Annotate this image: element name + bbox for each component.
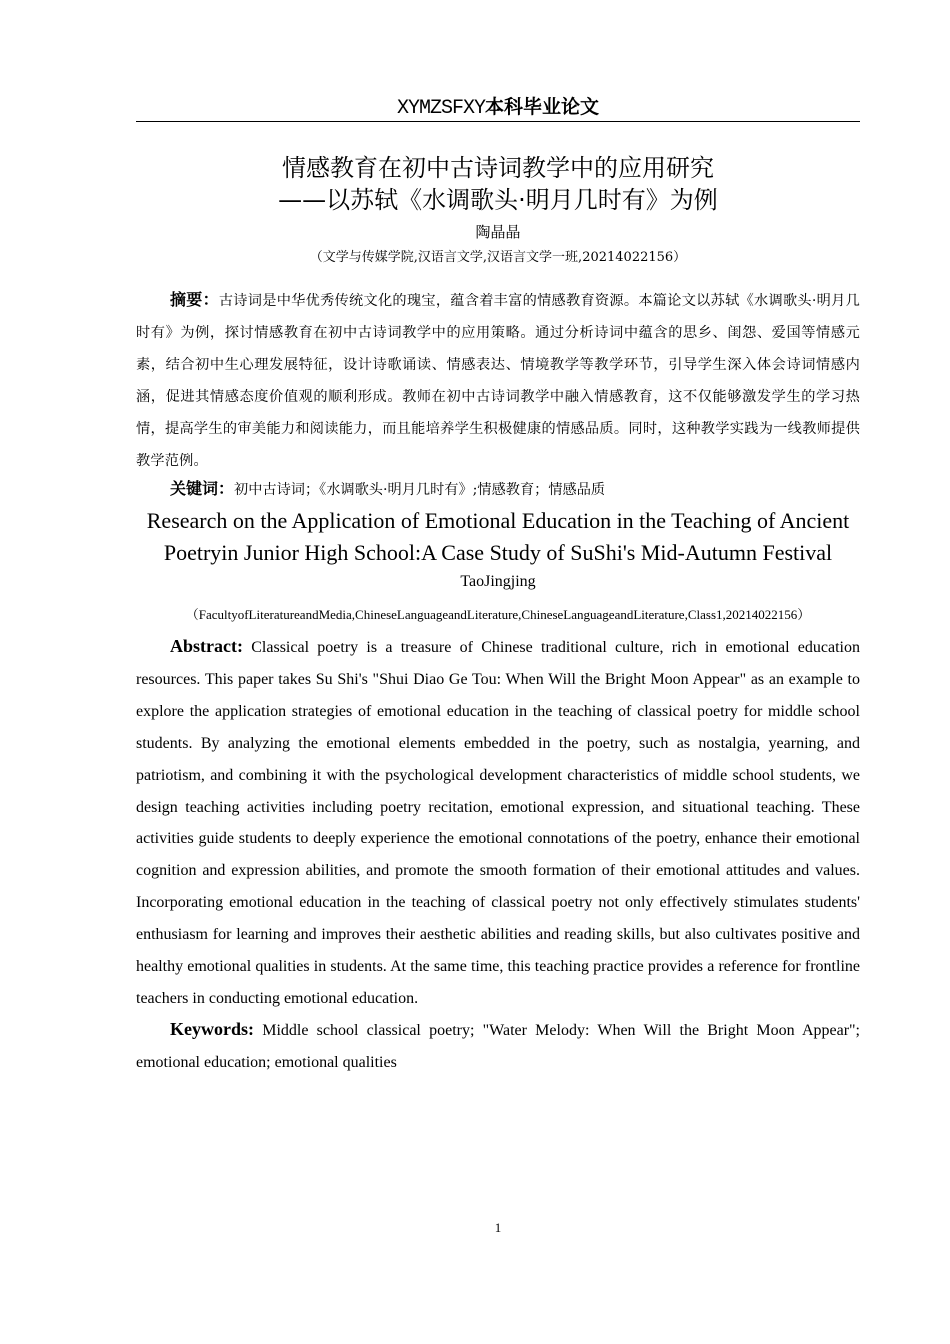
affiliation-en: （FacultyofLiteratureandMedia,ChineseLanguageandLiterature,ChineseLanguageandLiterature,Class1,20214022156） bbox=[185, 607, 811, 622]
title-cn-line2: ——以苏轼《水调歌头·明月几时有》为例 bbox=[278, 186, 718, 214]
header-code: XYMZSFXY bbox=[396, 97, 485, 120]
keywords-cn bbox=[136, 475, 860, 504]
keywords-en-label: Keywords: bbox=[170, 1019, 254, 1039]
abstract-cn-text: 古诗词是中华优秀传统文化的瑰宝，蕴含着丰富的情感教育资源。本篇论文以苏轼《水调歌头·明月几时有》为例，探讨情感教育在初中古诗词教学中的应用策略。通过分析诗词中蕴含的思乡、闺怨、爱国等情感元素，结合初中生心理发展特征，设计诗歌诵读、情感表达、情境教学等教学环节，引导学生深入体会诗词情感内涵，促进其情感态度价值观的顺利形成。教师在初中古诗词教学中融入情感教育，这不仅能够激发学生的学习热情，提高学生的审美能力和阅读能力，而且能培养学生积极健康的情感品质。同时，这种教学实践为一线教师提供教学范例。 bbox=[136, 293, 861, 469]
header-rule bbox=[136, 121, 860, 122]
abstract-cn-label: 摘要 bbox=[170, 290, 203, 309]
page-number: 1 bbox=[494, 1220, 502, 1235]
running-header bbox=[136, 92, 860, 123]
keywords-cn-label: 关键词 bbox=[170, 479, 219, 498]
abstract-en-label: Abstract: bbox=[170, 636, 243, 656]
abstract-en-text: Classical poetry is a treasure of Chinese traditional culture, rich in emotional education resources. This paper takes Su Shi's "Shui Diao Ge Tou: When Will the Bright Moon Appear" as an example to explore the application strategies of emotional education in the teaching of classical poetry for middle school students. By analyzing the emotional elements embedded in the poetry, such as nostalgia, yearning, and patriotism, and combining it with the psychological development characteristics of middle school students, we design teaching activities including poetry recitation, emotional expression, and situational teaching. These activities guide students to deeply experience the emotional connotations of the poetry, enhance their emotional cognition and expression abilities, and promote the smooth formation of their emotional attitudes and values. Incorporating emotional education in the teaching of classical poetry not only effectively stimulates students' enthusiasm for learning and improves their aesthetic abilities and reading skills, but also cultivates positive and healthy emotional qualities in students. At the same time, this teaching practice provides a reference for frontline teachers in conducting emotional education. bbox=[136, 639, 860, 1007]
keywords-en-text: Middle school classical poetry; "Water Melody: When Will the Bright Moon Appear"; emotional education; emotional qualities bbox=[136, 1022, 861, 1071]
abstract-cn bbox=[136, 284, 860, 477]
author-en: TaoJingjing bbox=[460, 573, 536, 590]
keywords-en bbox=[136, 1014, 860, 1079]
title-en: Research on the Application of Emotional Education in the Teaching of Ancient Poetryin Junior High School:A Case Study of SuShi's Mid-Autumn Festival bbox=[146, 508, 850, 565]
keywords-cn-text: 初中古诗词；《水调歌头·明月几时有》;情感教育；情感品质 bbox=[234, 482, 606, 498]
title-cn-line1: 情感教育在初中古诗词教学中的应用研究 bbox=[282, 154, 714, 182]
author-cn: 陶晶晶 bbox=[475, 223, 521, 241]
affiliation-cn: （文学与传媒学院,汉语言文学,汉语言文学一班,20214022156） bbox=[309, 250, 687, 265]
keywords-cn-separator: ： bbox=[218, 479, 235, 498]
abstract-en bbox=[136, 631, 860, 1015]
title-block-cn bbox=[136, 152, 860, 268]
abstract-cn-separator: ： bbox=[202, 290, 219, 309]
header-label: 本科毕业论文 bbox=[485, 96, 600, 118]
